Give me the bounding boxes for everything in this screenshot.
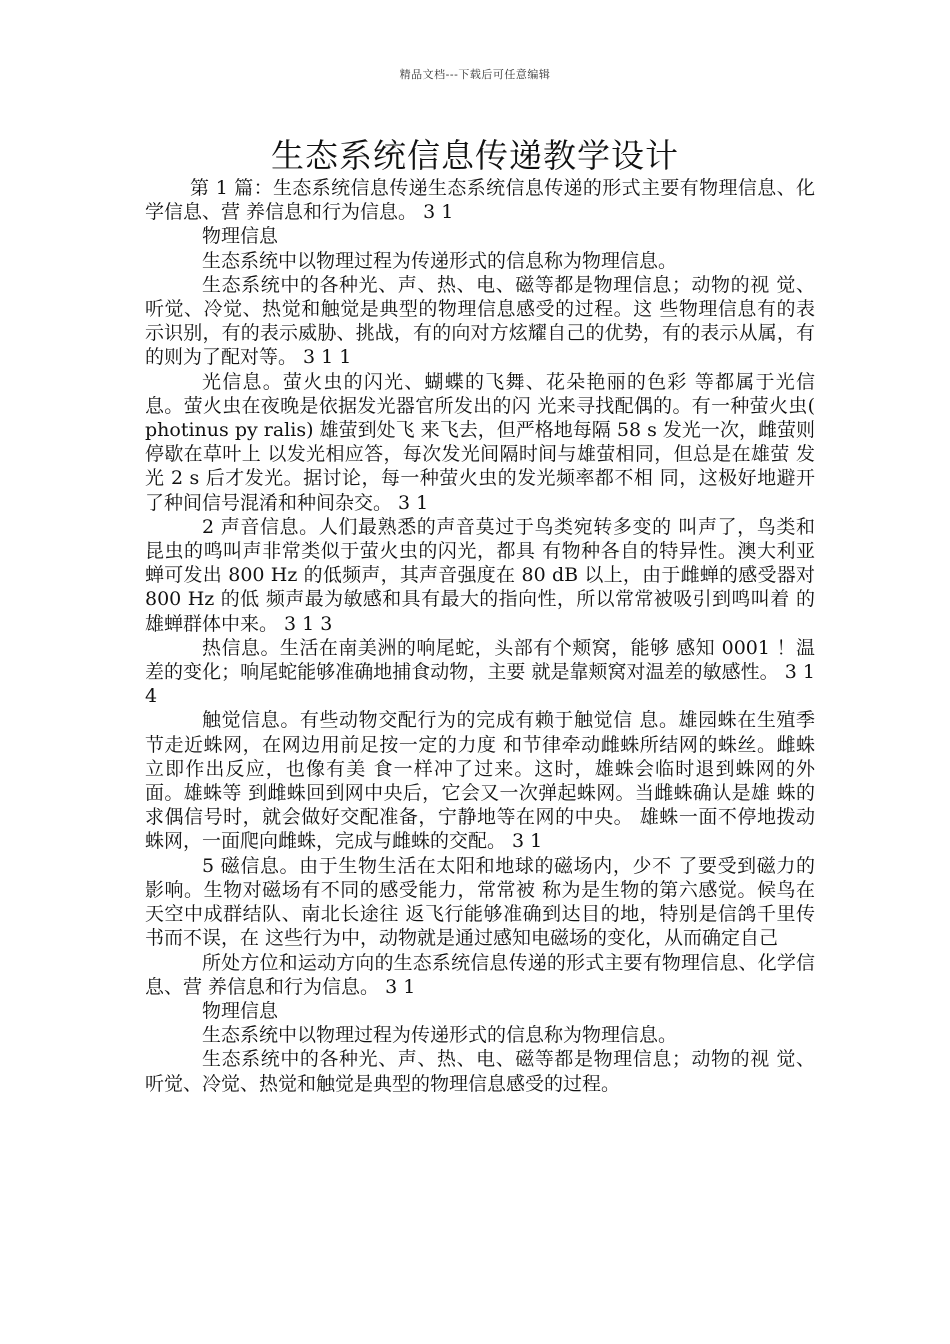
paragraph: 生态系统中的各种光、声、热、电、磁等都是物理信息；动物的视 觉、听觉、冷觉、热觉和触觉是典型的物理信息感受的过程。这 些物理信息有的表示识别，有的表示威胁、挑战，有的向对方炫耀自己的优势，有的表示从属，有的则为了配对等。 3 1 1 xyxy=(145,273,815,369)
paragraph: 生态系统中以物理过程为传递形式的信息称为物理信息。 xyxy=(202,1024,678,1047)
paragraph: 触觉信息。有些动物交配行为的完成有赖于触觉信 息。雄园蛛在生殖季节走近蛛网，在网边用前足按一定的力度 和节律牵动雌蛛所结网的蛛丝。雌蛛立即作出反应，也像有美 食一样冲了过来。这时，雄蛛会临时退到蛛网的外面。雄蛛等 到雌蛛回到网中央后，它会又一次弹起蛛网。当雌蛛确认是雄 蛛的求偶信号时，就会做好交配准备，宁静地等在网的中央。 雄蛛一面不停地拨动蛛网，一面爬向雌蛛，完成与雌蛛的交配。 3 1 xyxy=(145,709,815,853)
header-note: 精品文档---下载后可任意编辑 xyxy=(399,68,551,81)
document-title: 生态系统信息传递教学设计 xyxy=(271,136,679,175)
paragraph: 生态系统中的各种光、声、热、电、磁等都是物理信息；动物的视 觉、听觉、冷觉、热觉和触觉是典型的物理信息感受的过程。 xyxy=(145,1048,815,1095)
paragraph: 2 声音信息。人们最熟悉的声音莫过于鸟类宛转多变的 叫声了，鸟类和昆虫的鸣叫声非常类似于萤火虫的闪光，都具 有物种各自的特异性。澳大利亚蝉可发出 800 Hz 的低频声，其声音强度在 80 dB 以上，由于雌蝉的感受器对 800 Hz 的低 频声最为敏感和具有最大的指向性，所以常常被吸引到鸣叫着 的雄蝉群体中来。 3 1 3 xyxy=(145,515,815,635)
paragraph: 5 磁信息。由于生物生活在太阳和地球的磁场内，少不 了要受到磁力的影响。生物对磁场有不同的感受能力，常常被 称为是生物的第六感觉。候鸟在天空中成群结队、南北长途往 返飞行能够准确到达目的地，特别是信鸽千里传书而不误，在 这些行为中，动物就是通过感知电磁场的变化，从而确定自己 xyxy=(145,854,815,950)
paragraph: 生态系统中以物理过程为传递形式的信息称为物理信息。 xyxy=(202,249,678,272)
paragraph: 物理信息 xyxy=(202,225,279,248)
paragraph: 所处方位和运动方向的生态系统信息传递的形式主要有物理信息、化学信息、营 养信息和行为信息。 3 1 xyxy=(145,951,815,998)
paragraph: 热信息。生活在南美洲的响尾蛇，头部有个颊窝，能够 感知 0001 ！温差的变化；响尾蛇能够准确地捕食动物，主要 就是靠颊窝对温差的敏感性。 3 1 4 xyxy=(145,636,815,708)
paragraph: 第 1 篇：生态系统信息传递生态系统信息传递的形式主要有物理信息、化学信息、营 养信息和行为信息。 3 1 xyxy=(145,177,815,224)
paragraph: 光信息。萤火虫的闪光、蝴蝶的飞舞、花朵艳丽的色彩 等都属于光信息。萤火虫在夜晚是依据发光器官所发出的闪 光来寻找配偶的。有一种萤火虫( photinus py ralis) 雄萤到处飞 来飞去，但严格地每隔 58 s 发光一次，雌萤则停歇在草叶上 以发光相应答，每次发光间隔时间与雄萤相同，但总是在雄萤 发光 2 s 后才发光。据讨论，每一种萤火虫的发光频率都不相 同，这极好地避开了种间信号混淆和种间杂交。 3 1 xyxy=(145,370,815,514)
paragraph: 物理信息 xyxy=(202,999,279,1022)
document-body xyxy=(145,176,815,1096)
